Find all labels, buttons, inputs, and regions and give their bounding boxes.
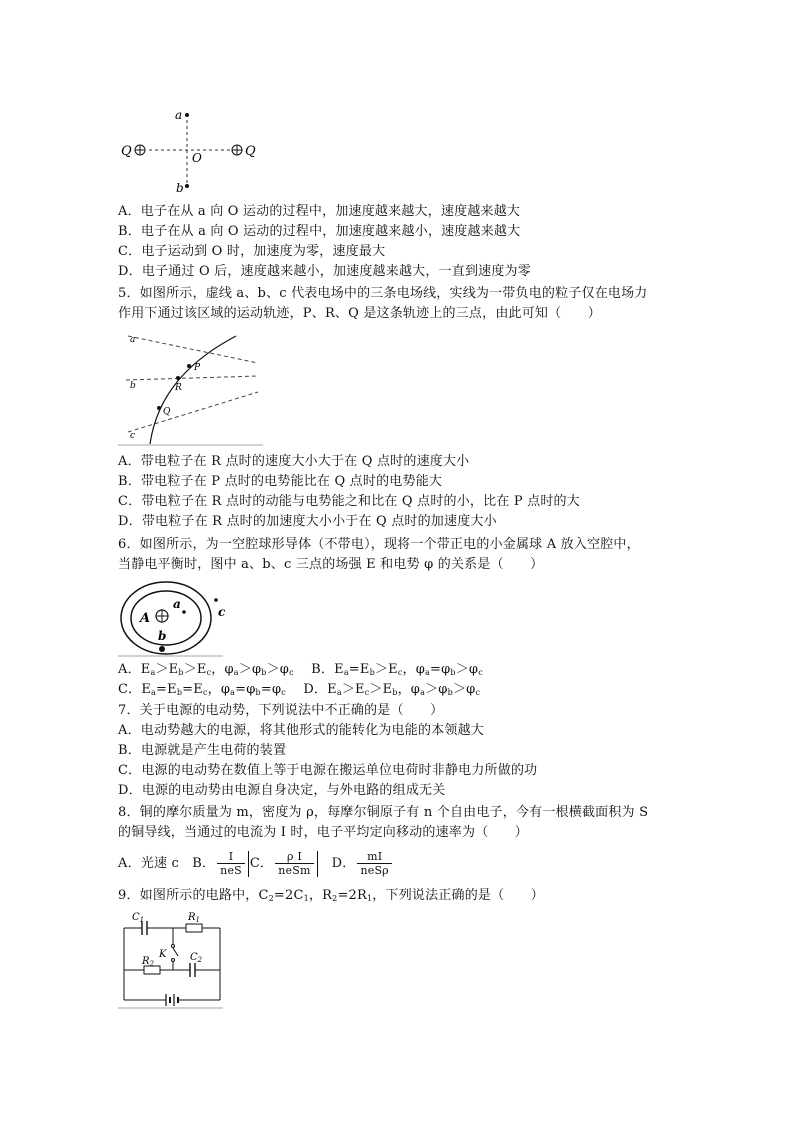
- label-R: R: [175, 383, 182, 393]
- figure-circuit: [118, 910, 228, 1010]
- q6-option-b: B．$E_a=E_b>E_c$，$\varphi_a=\varphi_b>\varphi_c$: [311, 662, 483, 677]
- q6-stem-line1: 6．如图所示，为一空腔球形导体（不带电），现将一个带正电的小金属球 A 放入空腔中，: [118, 537, 640, 552]
- q8-option-c: C．: [249, 856, 274, 871]
- label-R2: $R_2$: [142, 956, 154, 968]
- q7-option-c: C．电源的电动势在数值上等于电源在搬运单位电荷时非静电力所做的功: [118, 763, 538, 778]
- label-R1: $R_1$: [188, 912, 200, 924]
- q4-option-d: D．电子通过 O 后，速度越来越小，加速度越来越大，一直到速度为零: [118, 264, 531, 279]
- q8-option-d: D．: [331, 856, 356, 871]
- label-Q: Q: [163, 407, 171, 417]
- figure-hollow-sphere: [118, 578, 230, 658]
- q5-option-a: A．带电粒子在 R 点时的速度大小大于在 Q 点时的速度大小: [118, 454, 470, 469]
- label-Q-left: Q: [121, 144, 132, 159]
- q5-option-c: C．带电粒子在 R 点时的动能与电势能之和比在 Q 点时的小，比在 P 点时的大: [118, 494, 580, 509]
- q6-option-a: A．$E_a>E_b>E_c$，$\varphi_a>\varphi_b>\varphi_c$: [118, 662, 294, 677]
- figure-field-lines: [118, 328, 268, 450]
- q5-stem-line2: 作用下通过该区域的运动轨迹，P、R、Q 是这条轨迹上的三点，由此可知（ ）: [118, 306, 601, 321]
- q8-option-a: A．光速 c B．: [118, 856, 216, 871]
- label-K: K: [159, 949, 167, 960]
- q7-option-a: A．电动势越大的电源，将其他形式的能转化为电能的本领越大: [118, 723, 484, 738]
- q7-option-b: B．电源就是产生电荷的装置: [118, 743, 287, 758]
- label-O: O: [192, 151, 202, 165]
- label-b: b: [130, 381, 136, 391]
- two-charges-diagram: [115, 100, 265, 200]
- q4-option-c: C．电子运动到 O 时，加速度为零，速度最大: [118, 244, 386, 259]
- q4-option-a: A．电子在从 a 向 O 运动的过程中，加速度越来越大，速度越来越大: [118, 204, 521, 219]
- q8-options: [118, 849, 394, 879]
- label-C1: $C_1$: [132, 912, 145, 924]
- q5-option-d: D．带电粒子在 R 点时的加速度大小小于在 Q 点时的加速度大小: [118, 514, 497, 529]
- q6-options-line2: [118, 680, 480, 703]
- label-Q-right: Q: [245, 144, 256, 159]
- label-a: a: [175, 108, 183, 122]
- label-C2: $C_2$: [190, 952, 203, 964]
- label-a: a: [130, 335, 136, 345]
- q5-option-b: B．带电粒子在 P 点时的电势能比在 Q 点时的电势能大: [118, 474, 443, 489]
- q5-stem-line1: 5．如图所示，虚线 a、b、c 代表电场中的三条电场线，实线为一带负电的粒子仅在电场力: [118, 286, 648, 301]
- q8-option-d-fraction: $\frac{mI}{\text{neSρ}}$: [357, 850, 391, 877]
- q4-option-b: B．电子在从 a 向 O 运动的过程中，加速度越来越小，速度越来越大: [118, 224, 521, 239]
- q9-stem: 9．如图所示的电路中，$C_2=2C_1$，$R_2=2R_1$，下列说法正确的是（ ）: [118, 888, 544, 903]
- q8-option-c-fraction: $\frac{\text{ρ I}}{\text{neSm}}$: [275, 850, 313, 877]
- q8-stem-line1: 8．铜的摩尔质量为 m，密度为 ρ，每摩尔铜原子有 n 个自由电子，今有一根横截面积为 S: [118, 805, 649, 820]
- label-P: P: [194, 363, 201, 373]
- hollow-sphere-diagram: [118, 578, 230, 658]
- label-c: c: [130, 431, 136, 441]
- q6-stem-line2: 当静电平衡时，图中 a、b、c 三点的场强 E 和电势 φ 的关系是（ ）: [118, 557, 544, 572]
- q7-option-d: D．电源的电动势由电源自身决定，与外电路的组成无关: [118, 783, 446, 798]
- q6-option-d: D．$E_a>E_c>E_b$，$\varphi_a>\varphi_b>\varphi_c$: [303, 682, 481, 697]
- label-a: a: [173, 597, 181, 611]
- label-c: c: [218, 605, 226, 619]
- q7-stem: 7．关于电源的电动势，下列说法中不正确的是（ ）: [118, 703, 444, 718]
- label-b: b: [176, 181, 184, 195]
- circuit-diagram: [118, 910, 228, 1010]
- figure-two-charges: [115, 100, 265, 200]
- q6-option-c: C．$E_a=E_b=E_c$，$\varphi_a=\varphi_b=\varphi_c$: [118, 682, 286, 697]
- field-lines-diagram: [118, 328, 268, 450]
- label-A: A: [140, 611, 151, 626]
- q8-stem-line2: 的铜导线，当通过的电流为 I 时，电子平均定向移动的速率为（ ）: [118, 825, 529, 840]
- label-b: b: [158, 629, 167, 643]
- q8-option-b-fraction: $\frac{I}{\text{neS}}$: [217, 850, 245, 877]
